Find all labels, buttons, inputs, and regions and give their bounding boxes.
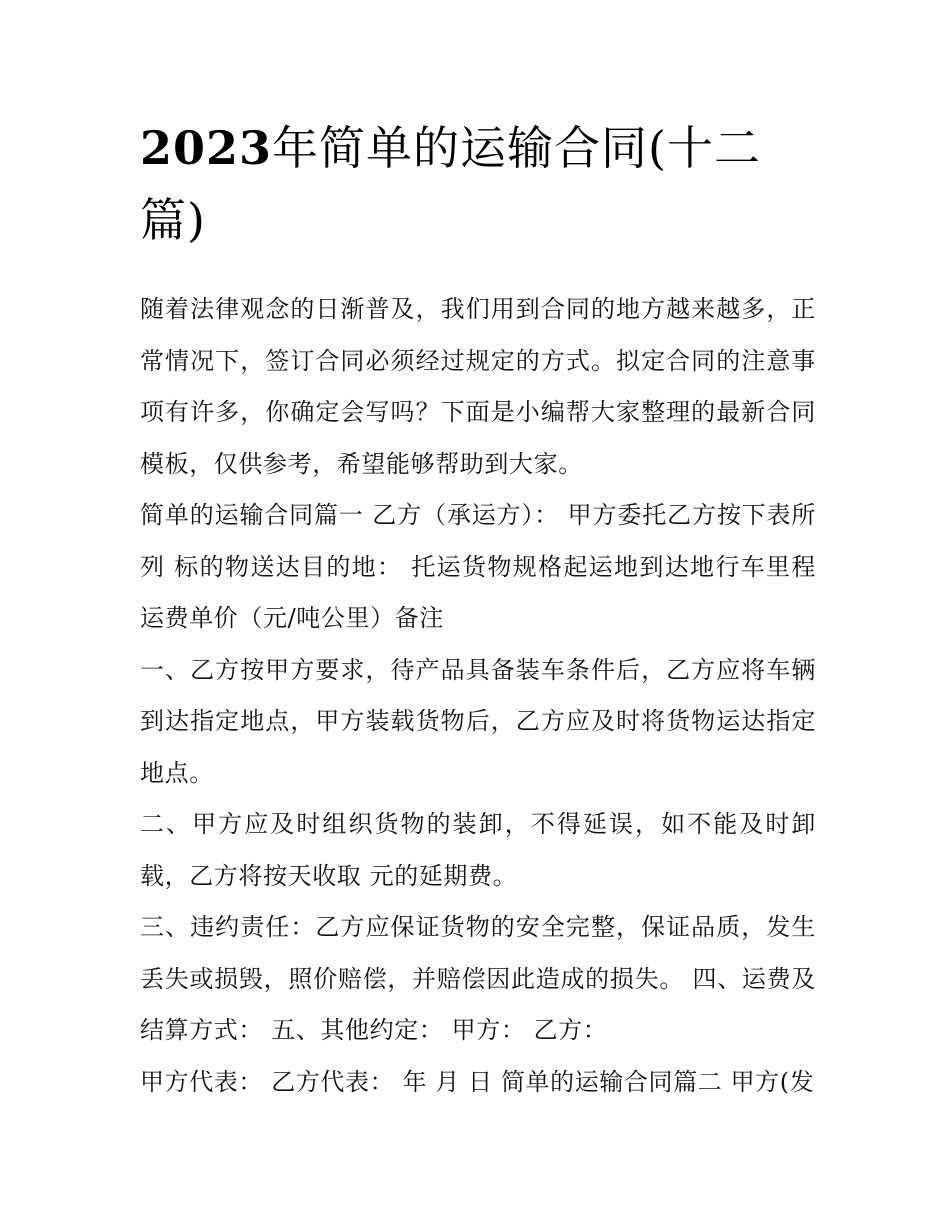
contract-one-paragraph: 简单的运输合同篇一 乙方（承运方）： 甲方委托乙方按下表所列 标的物送达目的地： 托运货物规格起运地到达地行车里程运费单价（元/吨公里）备注 [140,501,816,632]
signature-paragraph: 甲方代表： 乙方代表： 年 月 日 简单的运输合同篇二 甲方(发 [140,1067,815,1096]
clause-one-paragraph: 一、乙方按甲方要求，待产品具备装车条件后，乙方应将车辆到达指定地点，甲方装载货物后，乙方应及时将货物运达指定地点。 [140,655,816,787]
title-year: 2023 [140,121,273,175]
clause-three-paragraph: 三、违约责任：乙方应保证货物的安全完整，保证品质，发生丢失或损毁，照价赔偿，并赔偿因此造成的损失。 四、运费及结算方式： 五、其他约定： 甲方： 乙方： [140,913,816,1044]
document-body [140,284,816,1108]
title-text: 年简单的运输合同(十二篇) [140,121,761,247]
document-title [140,112,816,256]
intro-paragraph: 随着法律观念的日渐普及，我们用到合同的地方越来越多，正常情况下，签订合同必须经过规定的方式。拟定合同的注意事项有许多，你确定会写吗？下面是小编帮大家整理的最新合同模板，仅供参考，希望能够帮助到大家。 [140,295,816,478]
document-page [140,112,816,1108]
clause-two-paragraph: 二、甲方应及时组织货物的装卸，不得延误，如不能及时卸载，乙方将按天收取 元的延期费。 [140,810,816,890]
